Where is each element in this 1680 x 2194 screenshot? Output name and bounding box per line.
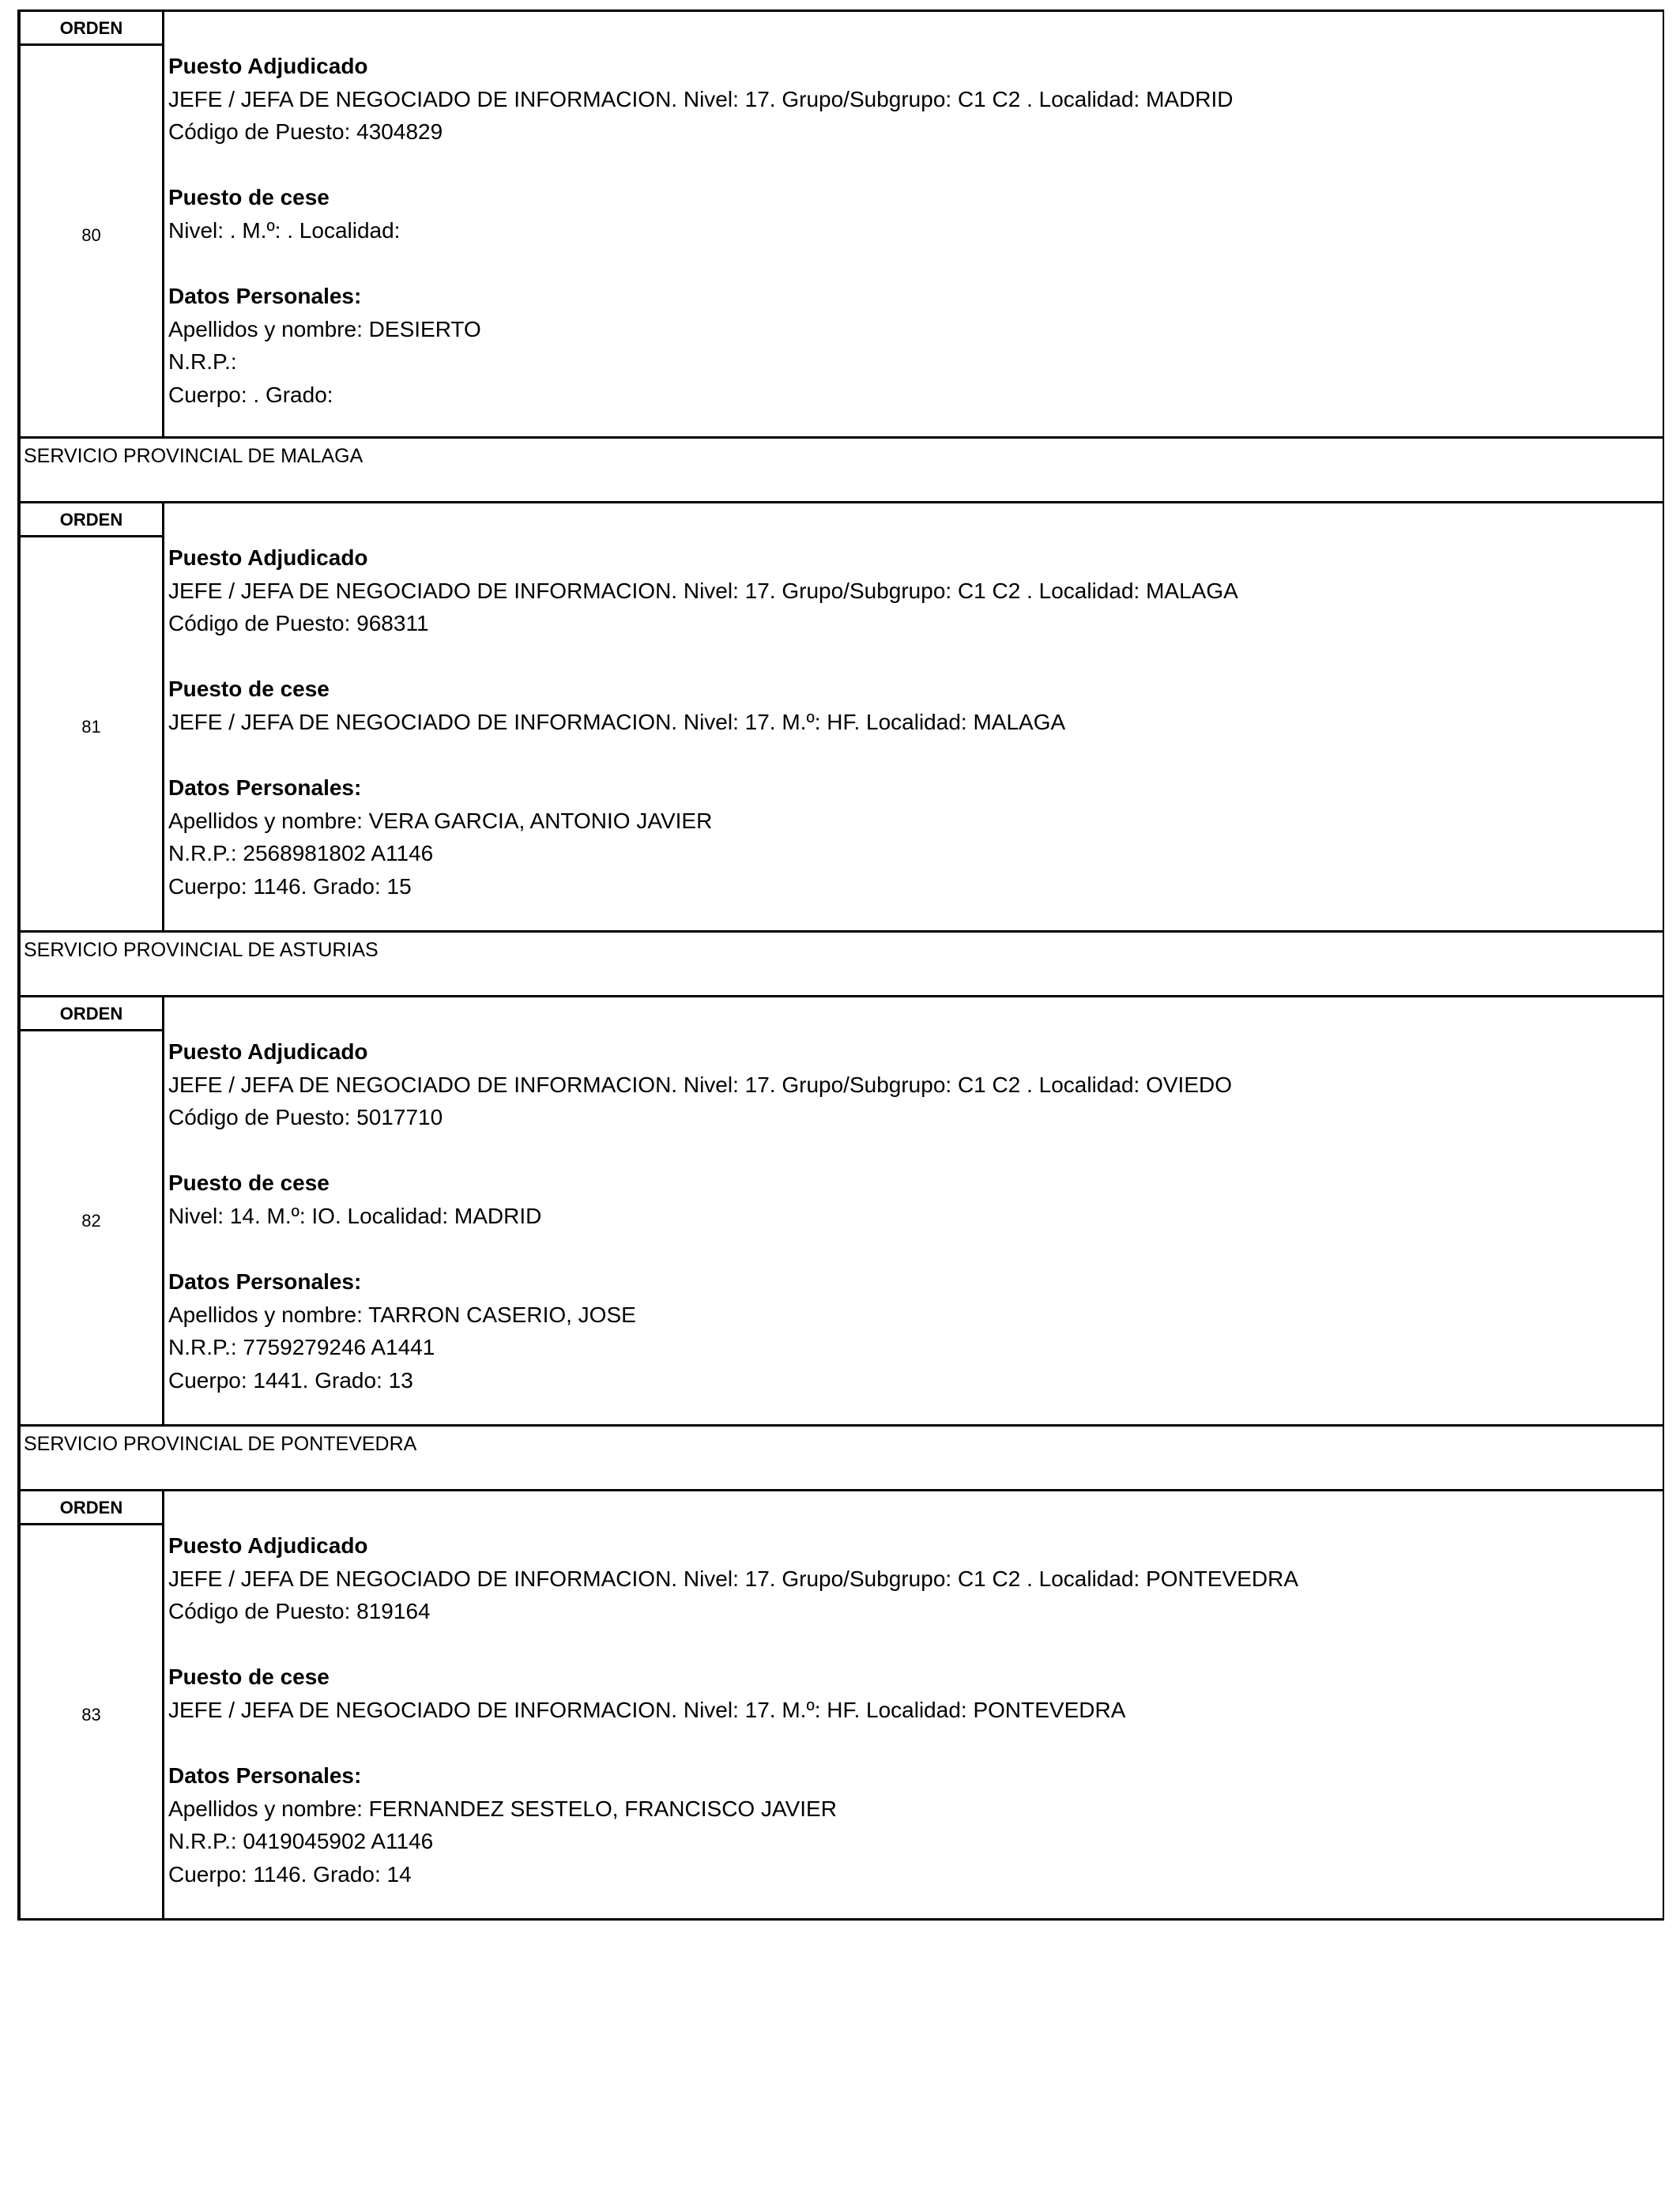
puesto-cese-desc: JEFE / JEFA DE NEGOCIADO DE INFORMACION. Nivel: 17. M.º: HF. Localidad: PONTEVEDRA	[168, 1697, 1126, 1722]
puesto-adjudicado-desc: JEFE / JEFA DE NEGOCIADO DE INFORMACION. Nivel: 17. Grupo/Subgrupo: C1 C2 . Localidad: OVIEDO	[168, 1072, 1232, 1097]
puesto-adjudicado-label: Puesto Adjudicado	[168, 54, 368, 78]
datos-personales-label: Datos Personales:	[168, 775, 362, 801]
orden-number: 83	[81, 1705, 101, 1725]
entry-82	[17, 997, 1664, 1427]
datos-personales-label: Datos Personales:	[168, 1763, 362, 1789]
orden-header: ORDEN	[21, 1491, 162, 1525]
orden-header: ORDEN	[21, 503, 162, 537]
apellidos-nombre: Apellidos y nombre: FERNANDEZ SESTELO, FRANCISCO JAVIER	[168, 1796, 837, 1821]
puesto-adjudicado-label: Puesto Adjudicado	[168, 545, 368, 570]
document-page	[17, 9, 1664, 1921]
entry-80	[17, 9, 1664, 439]
nrp: N.R.P.: 0419045902 A1146	[168, 1829, 434, 1854]
orden-column	[21, 997, 164, 1424]
orden-number: 81	[81, 717, 101, 737]
cuerpo-grado: Cuerpo: . Grado:	[168, 382, 333, 407]
puesto-cese-desc: Nivel: 14. M.º: IO. Localidad: MADRID	[168, 1203, 542, 1228]
section-header: SERVICIO PROVINCIAL DE MALAGA	[17, 439, 1664, 503]
section-header: SERVICIO PROVINCIAL DE PONTEVEDRA	[17, 1427, 1664, 1491]
codigo-puesto: Código de Puesto: 4304829	[168, 119, 443, 145]
puesto-adjudicado-label: Puesto Adjudicado	[168, 1533, 368, 1558]
orden-column	[21, 1491, 164, 1918]
puesto-adjudicado-desc: JEFE / JEFA DE NEGOCIADO DE INFORMACION. Nivel: 17. Grupo/Subgrupo: C1 C2 . Localidad: MADRID	[168, 86, 1234, 111]
puesto-cese-label: Puesto de cese	[168, 185, 330, 210]
nrp: N.R.P.: 2568981802 A1146	[168, 841, 434, 866]
codigo-puesto: Código de Puesto: 819164	[168, 1599, 431, 1624]
puesto-cese-label: Puesto de cese	[168, 1664, 330, 1690]
orden-number: 80	[81, 225, 101, 245]
nrp: N.R.P.: 7759279246 A1441	[168, 1335, 435, 1360]
datos-personales-label: Datos Personales:	[168, 1269, 362, 1295]
codigo-puesto: Código de Puesto: 968311	[168, 611, 429, 636]
nrp: N.R.P.:	[168, 349, 237, 375]
apellidos-nombre: Apellidos y nombre: VERA GARCIA, ANTONIO JAVIER	[168, 808, 713, 833]
entry-content	[168, 50, 1655, 412]
orden-number: 82	[81, 1211, 101, 1231]
entry-content	[168, 1529, 1655, 1891]
puesto-cese-desc: JEFE / JEFA DE NEGOCIADO DE INFORMACION. Nivel: 17. M.º: HF. Localidad: MALAGA	[168, 709, 1066, 734]
codigo-puesto: Código de Puesto: 5017710	[168, 1105, 443, 1130]
puesto-adjudicado-desc: JEFE / JEFA DE NEGOCIADO DE INFORMACION. Nivel: 17. Grupo/Subgrupo: C1 C2 . Localidad: MALAGA	[168, 578, 1238, 603]
section-header: SERVICIO PROVINCIAL DE ASTURIAS	[17, 933, 1664, 997]
puesto-cese-label: Puesto de cese	[168, 1171, 330, 1196]
orden-column	[21, 12, 164, 436]
apellidos-nombre: Apellidos y nombre: TARRON CASERIO, JOSE	[168, 1302, 636, 1327]
entry-content	[168, 1035, 1655, 1397]
entry-content	[168, 541, 1655, 903]
puesto-cese-desc: Nivel: . M.º: . Localidad:	[168, 217, 401, 243]
puesto-adjudicado-desc: JEFE / JEFA DE NEGOCIADO DE INFORMACION. Nivel: 17. Grupo/Subgrupo: C1 C2 . Localidad: PONTEVEDRA	[168, 1566, 1299, 1591]
cuerpo-grado: Cuerpo: 1146. Grado: 15	[168, 873, 412, 899]
apellidos-nombre: Apellidos y nombre: DESIERTO	[168, 316, 481, 341]
datos-personales-label: Datos Personales:	[168, 284, 362, 309]
cuerpo-grado: Cuerpo: 1441. Grado: 13	[168, 1367, 413, 1393]
entry-83	[17, 1491, 1664, 1921]
puesto-adjudicado-label: Puesto Adjudicado	[168, 1039, 368, 1064]
entry-81	[17, 503, 1664, 933]
orden-header: ORDEN	[21, 997, 162, 1031]
puesto-cese-label: Puesto de cese	[168, 677, 330, 702]
orden-column	[21, 503, 164, 930]
orden-header: ORDEN	[21, 12, 162, 46]
cuerpo-grado: Cuerpo: 1146. Grado: 14	[168, 1861, 412, 1887]
